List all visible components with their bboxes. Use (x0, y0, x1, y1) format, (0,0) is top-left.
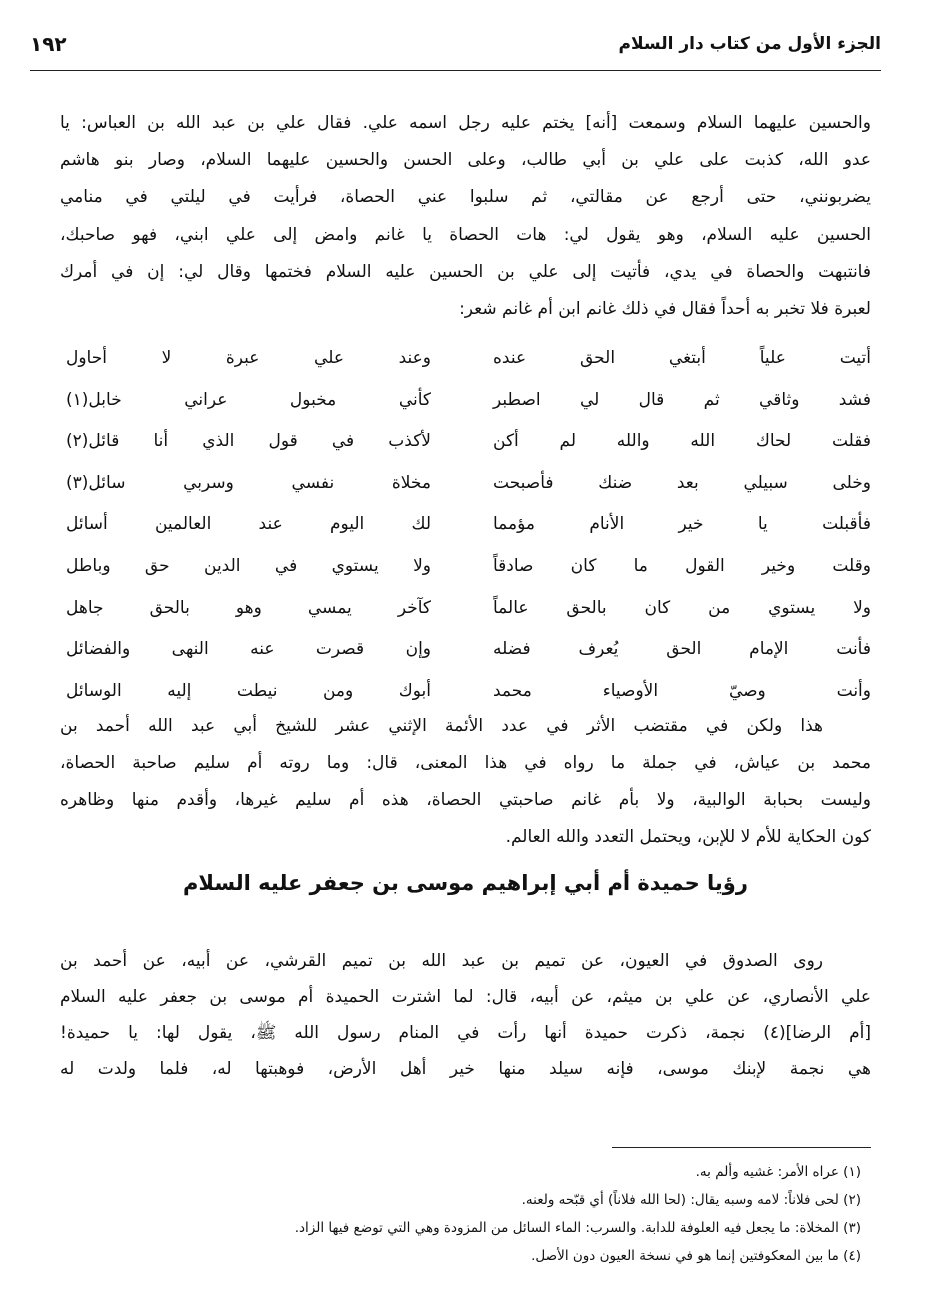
verse (60, 421, 871, 463)
verse (60, 671, 871, 713)
text-line: يضربونني، حتى أرجع عن مقالتي، ثم سلبوا عني الحصاة، فرأيت في ليلتي في منامي (60, 187, 871, 208)
footnote: (١) عراه الأمر: غشيه وألم به. (695, 1164, 861, 1180)
verse (60, 338, 871, 380)
poem (60, 338, 871, 712)
paragraph-3 (60, 943, 871, 1087)
verse (60, 546, 871, 588)
footnote: (٣) المخلاة: ما يجعل فيه العلوفة للدابة. والسرب: الماء السائل من المزودة وهي التي توضع فيها الزاد. (294, 1220, 861, 1236)
hemistich-left: وإن قصرت عنه النهى والفضائل (66, 639, 431, 660)
hemistich-right: أتيت علياً أبتغي الحق عنده (493, 348, 871, 368)
hemistich-right: فشد وثاقي ثم قال لي اصطبر (493, 389, 871, 410)
verse (60, 588, 871, 630)
text-line: علي الأنصاري، عن علي بن ميثم، عن أبيه، قال: لما اشترت الحميدة أم موسى بن جعفر عليه السلام (60, 987, 871, 1007)
verse (60, 504, 871, 546)
text-line: والحسين عليهما السلام وسمعت [أنه] يختم عليه رجل اسمه علي. فقال علي بن عبد الله بن العباس: يا (60, 113, 871, 133)
text-line: الحسين عليه السلام، وهو يقول لي: هات الحصاة يا غانم وامض إلى علي ابني، فهو صاحبك، (60, 224, 871, 245)
text-line: محمد بن عياش، في جملة ما رواه في هذا المعنى، قال: وما روته أم سليم صاحبة الحصاة، (60, 753, 871, 773)
hemistich-right: ولا يستوي من كان بالحق عالماً (493, 597, 871, 618)
hemistich-left: كآخر يمسي وهو بالحق جاهل (66, 597, 431, 618)
text-line: فانتبهت والحصاة في يدي، فأتيت إلى علي بن الحسين عليه السلام فختمها وقال لي: إن في أمرك (60, 261, 871, 282)
running-title: الجزء الأول من كتاب دار السلام (618, 34, 881, 54)
text-line: [أم الرضا](٤) نجمة، ذكرت حميدة أنها رأت في المنام رسول الله ﷺ، يقول لها: يا حميدة! (60, 1023, 871, 1043)
verse (60, 463, 871, 505)
paragraph-2 (60, 708, 871, 856)
hemistich-right: فأقبلت يا خير الأنام مؤمما (493, 514, 871, 535)
text-line: وليست بحبابة الوالبية، ولا بأم غانم صاحبتي الحصاة، هذه أم سليم غيرها، وأقدم منها وظاهره (60, 790, 871, 810)
text-line: كون الحكاية للأم لا للإبن، ويحتمل التعدد والله العالم. (505, 827, 871, 847)
hemistich-left: ولا يستوي في الدين حق وباطل (66, 555, 431, 576)
hemistich-left: وعند علي عبرة لا أحاول (66, 348, 431, 368)
hemistich-right: وخلى سبيلي بعد ضنك فأصبحت (493, 472, 871, 493)
footnote-divider (612, 1147, 871, 1148)
paragraph-1 (60, 105, 871, 328)
footnotes (60, 1158, 861, 1270)
text-line: هذا ولكن في مقتضب الأثر في عدد الأئمة الإثني عشر للشيخ أبي عبد الله أحمد بن (60, 716, 823, 736)
verse (60, 629, 871, 671)
hemistich-right: فأنت الإمام الحق يُعرف فضله (493, 639, 871, 660)
running-header (30, 28, 881, 71)
page-number: ١٩٢ (30, 32, 67, 56)
hemistich-right: فقلت لحاك الله والله لم أكن (493, 431, 871, 452)
hemistich-right: وأنت وصيّ الأوصياء محمد (493, 680, 871, 701)
text-line: روى الصدوق في العيون، عن تميم بن عبد الله بن تميم القرشي، عن أبيه، عن أحمد بن (60, 951, 823, 971)
verse (60, 380, 871, 422)
hemistich-left: مخلاة نفسي وسربي سائل(٣) (66, 472, 431, 493)
footnote: (٤) ما بين المعكوفتين إنما هو في نسخة العيون دون الأصل. (531, 1248, 861, 1264)
hemistich-right: وقلت وخير القول ما كان صادقاً (493, 555, 871, 576)
footnote: (٢) لحى فلاناً: لامه وسبه يقال: (لحا الله فلاناً) أي قبّحه ولعنه. (521, 1192, 861, 1208)
hemistich-left: لك اليوم عند العالمين أسائل (66, 514, 431, 535)
hemistich-left: كأني مخبول عراني خابل(١) (66, 389, 431, 410)
hemistich-left: أبوك ومن نيطت إليه الوسائل (66, 680, 431, 701)
text-line: لعبرة فلا تخبر به أحداً فقال في ذلك غانم ابن أم غانم شعر: (459, 298, 871, 319)
hemistich-left: لأكذب في قول الذي أنا قائل(٢) (66, 431, 431, 452)
text-line: هي نجمة لإبنك موسى، فإنه سيلد منها خير أهل الأرض، فوهبتها له، فلما ولدت له (60, 1059, 871, 1079)
section-heading: رؤيا حميدة أم أبي إبراهيم موسى بن جعفر عليه السلام (183, 871, 748, 895)
text-line: عدو الله، كذبت على علي بن أبي طالب، وعلى الحسن والحسين عليهما السلام، وصار بنو هاشم (60, 150, 871, 171)
